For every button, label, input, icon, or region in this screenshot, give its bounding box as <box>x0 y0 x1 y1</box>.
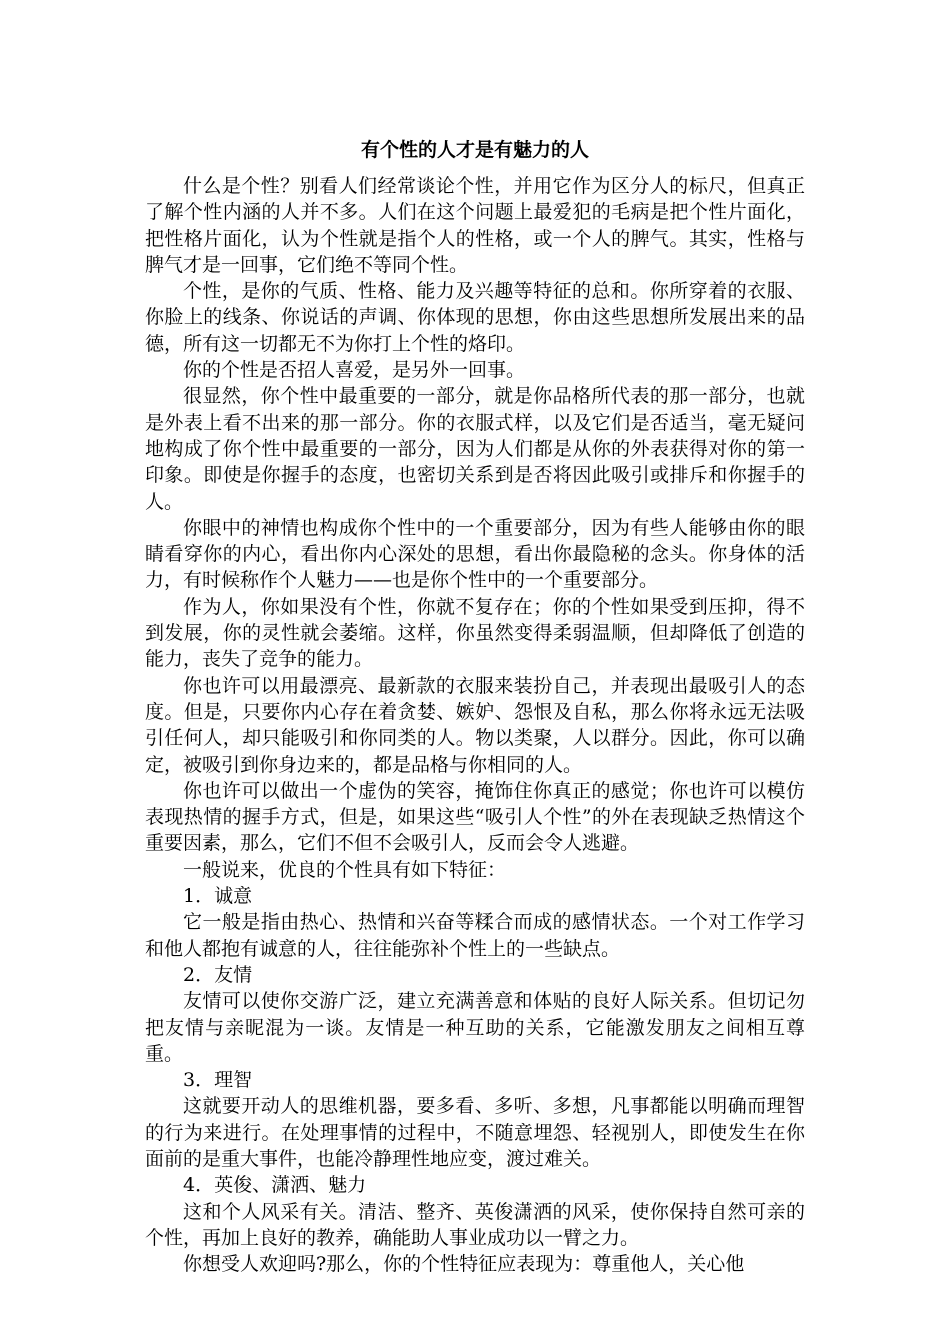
document-body <box>145 173 805 1277</box>
paragraph: 作为人，你如果没有个性，你就不复存在；你的个性如果受到压抑，得不到发展，你的灵性就会萎缩。这样，你虽然变得柔弱温顺，但却降低了创造的能力，丧失了竞争的能力。 <box>145 595 805 671</box>
paragraph: 你眼中的神情也构成你个性中的一个重要部分，因为有些人能够由你的眼睛看穿你的内心，看出你内心深处的思想，看出你最隐秘的念头。你身体的活力，有时候称作个人魅力——也是你个性中的一个重要部分。 <box>145 516 805 592</box>
paragraph: 个性，是你的气质、性格、能力及兴趣等特征的总和。你所穿着的衣服、你脸上的线条、你说话的声调、你体现的思想，你由这些思想所发展出来的品德，所有这一切都无不为你打上个性的烙印。 <box>145 280 805 355</box>
paragraph: 它一般是指由热心、热情和兴奋等糅合而成的感情状态。一个对工作学习和他人都抱有诚意的人，往往能弥补个性上的一些缺点。 <box>145 911 805 960</box>
paragraph: 一般说来，优良的个性具有如下特征： <box>183 858 507 881</box>
section-heading: 4．英俊、潇洒、魅力 <box>183 1174 367 1197</box>
paragraph: 什么是个性？别看人们经常谈论个性，并用它作为区分人的标尺，但真正了解个性内涵的人并不多。人们在这个问题上最爱犯的毛病是把个性片面化，把性格片面化，认为个性就是指个人的性格，或一个人的脾气。其实，性格与脾气才是一回事，它们绝不等同个性。 <box>145 175 805 276</box>
paragraph: 这和个人风采有关。清洁、整齐、英俊潇洒的风采，使你保持自然可亲的个性，再加上良好的教养，确能助人事业成功以一臂之力。 <box>145 1200 805 1249</box>
section-heading: 2．友情 <box>183 963 253 986</box>
paragraph: 你也许可以做出一个虚伪的笑容，掩饰住你真正的感觉；你也许可以模仿表现热情的握手方式，但是，如果这些“吸引人个性”的外在表现缺乏热情这个重要因素，那么，它们不但不会吸引人，反而会令人逃避。 <box>145 779 805 855</box>
paragraph: 你想受人欢迎吗?那么，你的个性特征应表现为：尊重他人，关心他 <box>183 1253 745 1276</box>
paragraph: 这就要开动人的思维机器，要多看、多听、多想，凡事都能以明确而理智的行为来进行。在处理事情的过程中，不随意埋怨、轻视别人，即使发生在你面前的是重大事件，也能冷静理性地应变，渡过难关。 <box>145 1095 805 1170</box>
paragraph: 你的个性是否招人喜爱，是另外一回事。 <box>183 359 526 382</box>
section-heading: 3．理智 <box>183 1069 253 1092</box>
paragraph: 友情可以使你交游广泛，建立充满善意和体贴的良好人际关系。但切记勿把友情与亲昵混为一谈。友情是一种互助的关系，它能激发朋友之间相互尊重。 <box>145 990 805 1065</box>
paragraph: 你也许可以用最漂亮、最新款的衣服来装扮自己，并表现出最吸引人的态度。但是，只要你内心存在着贪婪、嫉妒、怨恨及自私，那么你将永远无法吸引任何人，却只能吸引和你同类的人。物以类聚，人以群分。因此，你可以确定，被吸引到你身边来的，都是品格与你相同的人。 <box>145 674 805 776</box>
document-title: 有个性的人才是有魅力的人 <box>360 139 589 161</box>
paragraph: 很显然，你个性中最重要的一部分，就是你品格所代表的那一部分，也就是外表上看不出来的那一部分。你的衣服式样，以及它们是否适当，毫无疑问地构成了你个性中最重要的一部分，因为人们都是从你的外表获得对你的第一印象。即使是你握手的态度，也密切关系到是否将因此吸引或排斥和你握手的人。 <box>145 385 805 513</box>
section-heading: 1．诚意 <box>183 885 253 908</box>
